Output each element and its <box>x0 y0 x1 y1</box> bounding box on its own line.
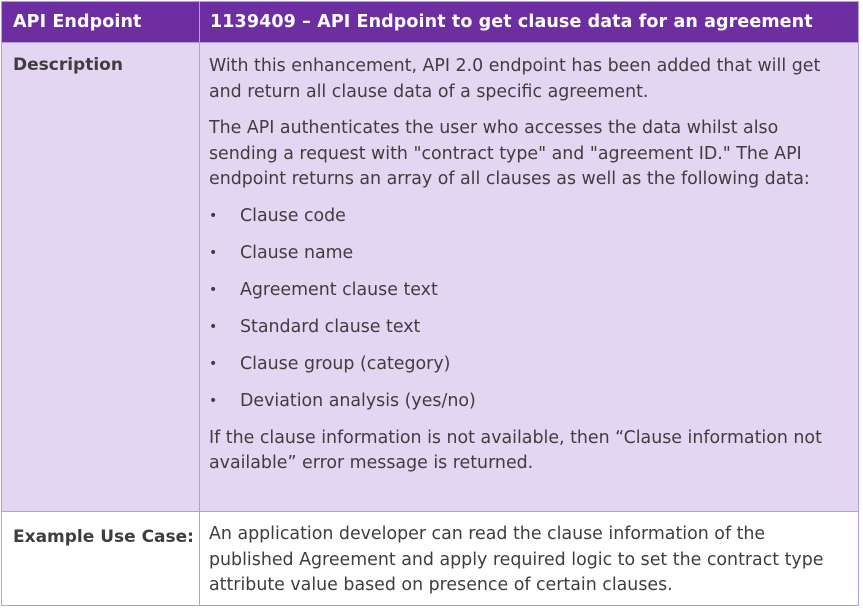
bullet-icon: • <box>209 281 218 298</box>
list-item: • Standard clause text <box>209 315 850 352</box>
release-notes-table <box>1 1 859 606</box>
description-paragraph-1: With this enhancement, API 2.0 endpoint has been added that will get and return all clause data of a specific agreement. <box>209 56 821 102</box>
bullet-icon: • <box>209 207 218 224</box>
bullet-icon: • <box>209 392 218 409</box>
list-item: • Clause code <box>209 204 850 241</box>
list-item: • Deviation analysis (yes/no) <box>209 389 850 426</box>
use-case-row <box>2 512 858 605</box>
list-item: • Clause group (category) <box>209 352 850 389</box>
description-paragraph-3: If the clause information is not available, then “Clause information not available” error message is returned. <box>209 427 822 473</box>
description-paragraph-2: The API authenticates the user who accesses the data whilst also sending a request with "contract type" and "agreement ID." The API endpoint returns an array of all clauses as well as the following data: <box>209 118 810 189</box>
bullet-icon: • <box>209 318 218 335</box>
header-label: API Endpoint <box>2 2 200 42</box>
list-item: • Agreement clause text <box>209 278 850 315</box>
bullet-icon: • <box>209 244 218 261</box>
description-row <box>2 43 858 512</box>
table-header-row <box>2 2 858 43</box>
list-item: • Clause name <box>209 241 850 278</box>
bullet-icon: • <box>209 355 218 372</box>
description-label: Description <box>2 43 200 511</box>
description-content <box>200 43 858 511</box>
header-title: 1139409 – API Endpoint to get clause data for an agreement <box>210 12 813 32</box>
use-case-text: An application developer can read the clause information of the published Agreement and apply required logic to set the contract type attribute value based on presence of certain clauses. <box>209 524 824 595</box>
use-case-label: Example Use Case: <box>2 512 200 605</box>
clause-data-list <box>209 204 850 426</box>
